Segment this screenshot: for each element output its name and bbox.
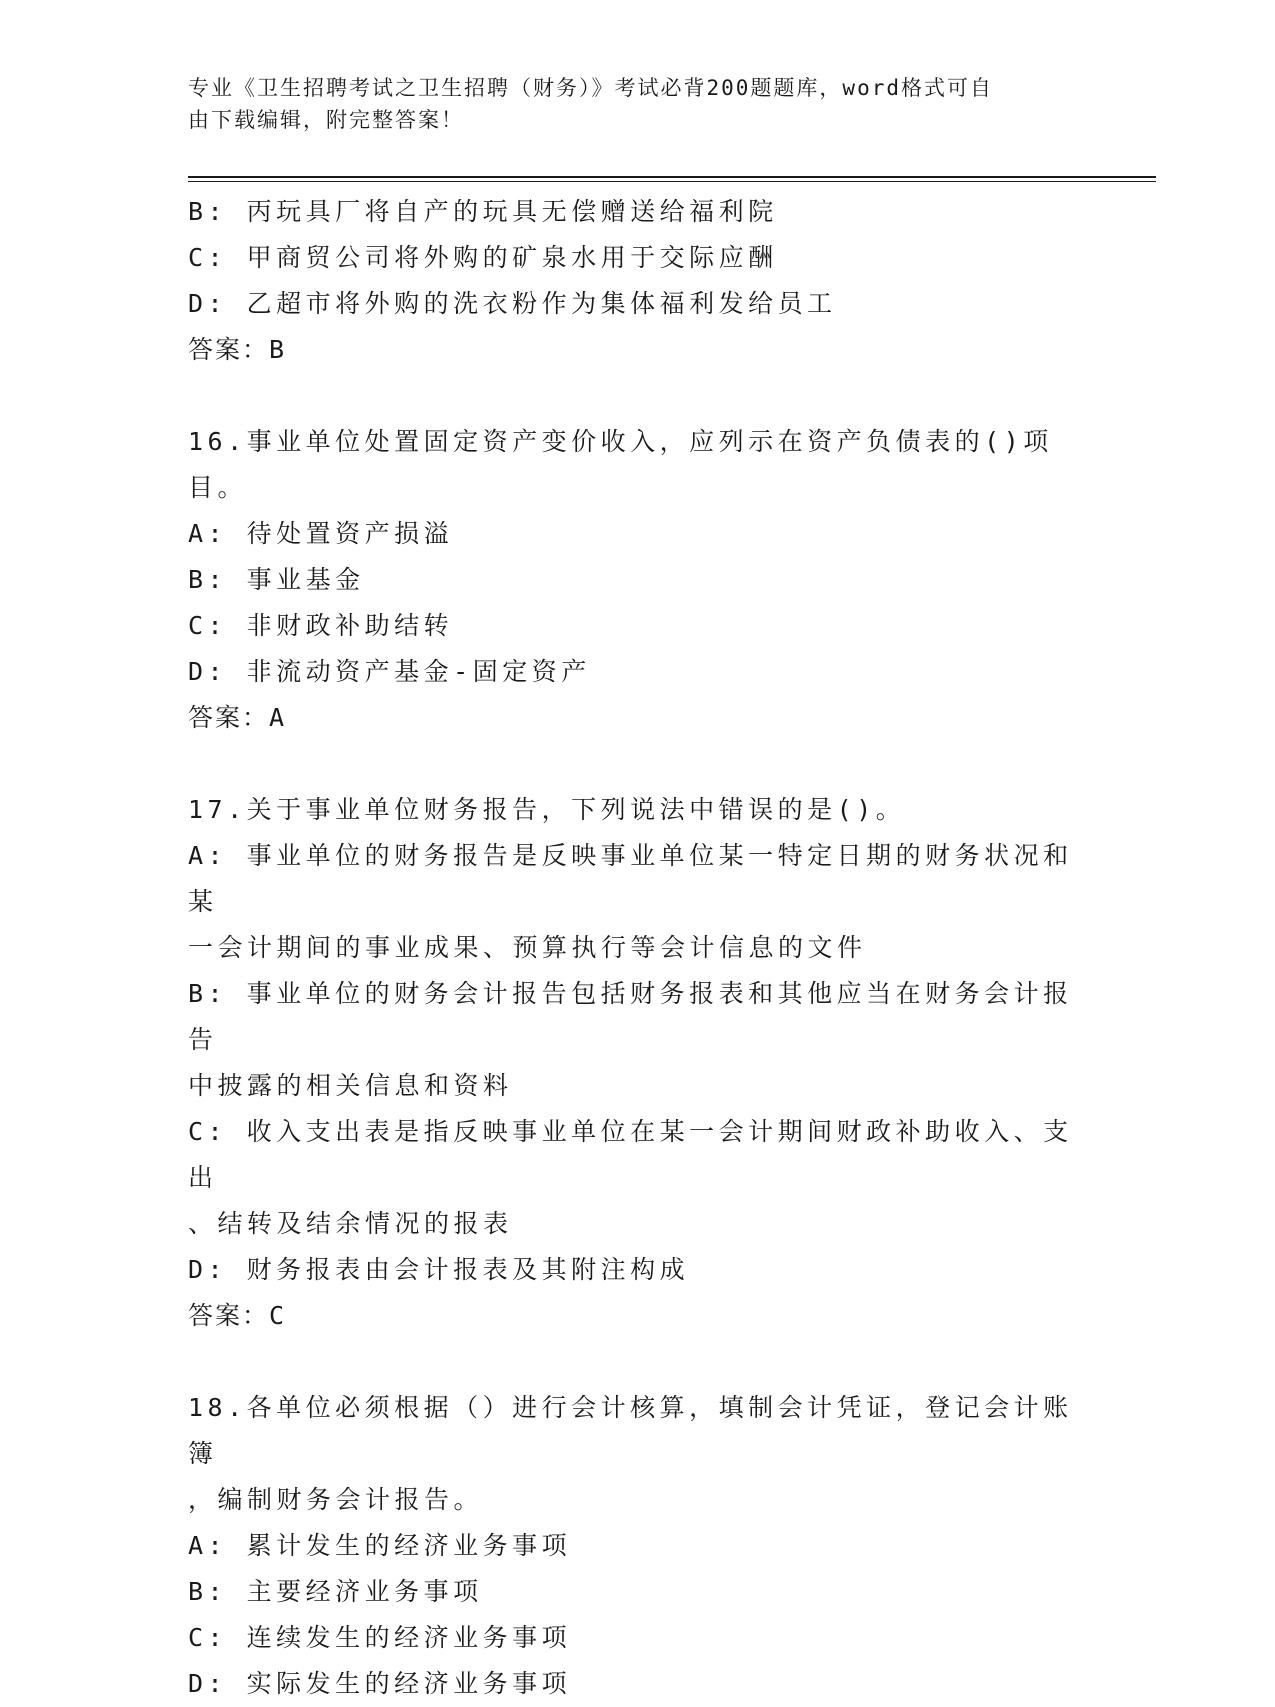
option-a-continued: 一会计期间的事业成果、预算执行等会计信息的文件 (188, 933, 867, 962)
question-stem-continued: ，编制财务会计报告。 (188, 1485, 484, 1514)
option-b-continued: 中披露的相关信息和资料 (188, 1071, 513, 1100)
option-c: C: 连续发生的经济业务事项 (188, 1623, 572, 1652)
document-header (188, 72, 1068, 136)
question-stem: 16.事业单位处置固定资产变价收入，应列示在资产负债表的()项目。 (188, 427, 1053, 502)
header-title-line-2: 由下载编辑，附完整答案！ (188, 108, 464, 132)
question-stem: 17.关于事业单位财务报告，下列说法中错误的是()。 (188, 795, 906, 824)
option-a: A: 事业单位的财务报告是反映事业单位某一特定日期的财务状况和某 (188, 841, 1073, 916)
option-b: B: 主要经济业务事项 (188, 1577, 483, 1606)
option-c: C: 非财政补助结转 (188, 611, 454, 640)
question-16 (188, 419, 1078, 741)
option-d: D: 非流动资产基金-固定资产 (188, 657, 591, 686)
header-title-line-1: 专业《卫生招聘考试之卫生招聘（财务）》考试必背200题题库，word格式可自 (188, 76, 993, 100)
option-c: C: 收入支出表是指反映事业单位在某一会计期间财政补助收入、支出 (188, 1117, 1073, 1192)
option-c: C: 甲商贸公司将外购的矿泉水用于交际应酬 (188, 243, 778, 272)
answer: 答案：A (188, 703, 287, 732)
answer: 答案：B (188, 335, 287, 364)
option-d: D: 乙超市将外购的洗衣粉作为集体福利发给员工 (188, 289, 837, 318)
answer: 答案：C (188, 1301, 287, 1330)
option-b: B: 事业基金 (188, 565, 365, 594)
header-divider-thick (188, 176, 1156, 178)
question-content (188, 189, 1078, 1707)
question-17 (188, 787, 1078, 1339)
question-stem: 18.各单位必须根据（）进行会计核算，填制会计凭证，登记会计账簿 (188, 1393, 1073, 1468)
header-divider-thin (188, 181, 1156, 182)
spacer (188, 741, 1078, 787)
spacer (188, 1339, 1078, 1385)
spacer (188, 373, 1078, 419)
option-a: A: 待处置资产损溢 (188, 519, 454, 548)
option-d: D: 财务报表由会计报表及其附注构成 (188, 1255, 690, 1284)
question-15-tail (188, 189, 1078, 373)
option-b: B: 丙玩具厂将自产的玩具无偿赠送给福利院 (188, 197, 778, 226)
option-c-continued: 、结转及结余情况的报表 (188, 1209, 513, 1238)
option-a: A: 累计发生的经济业务事项 (188, 1531, 572, 1560)
question-18 (188, 1385, 1078, 1707)
option-b: B: 事业单位的财务会计报告包括财务报表和其他应当在财务会计报告 (188, 979, 1073, 1054)
option-d: D: 实际发生的经济业务事项 (188, 1669, 572, 1698)
